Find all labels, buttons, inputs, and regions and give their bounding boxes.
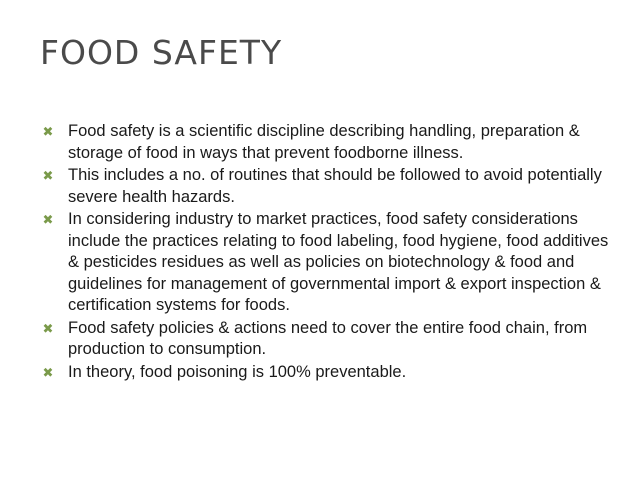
slide-title: FOOD SAFETY — [40, 33, 283, 72]
bullet-list — [40, 121, 610, 384]
bullet-text: Food safety policies & actions need to cover the entire food chain, from production to consumption. — [68, 318, 588, 358]
bullet-text: In theory, food poisoning is 100% preventable. — [68, 362, 407, 381]
list-item — [40, 318, 610, 361]
bullet-text: This includes a no. of routines that should be followed to avoid potentially severe health hazards. — [68, 166, 602, 206]
x-mark-icon: ✖ — [42, 212, 54, 227]
bullet-text: Food safety is a scientific discipline describing handling, preparation & storage of food in ways that prevent foodborne illness. — [68, 122, 580, 162]
list-item — [40, 362, 610, 384]
list-item — [40, 121, 610, 164]
x-mark-icon: ✖ — [42, 168, 54, 183]
x-mark-icon: ✖ — [42, 364, 54, 380]
list-item — [40, 209, 610, 317]
list-item — [40, 165, 610, 208]
bullet-text: In considering industry to market practices, food safety considerations include the practices relating to food labeling, food hygiene, food additives & pesticides residues as well as policies on biotechnology & food and guidelines for management of governmental import & export inspection & certification systems for foods. — [68, 210, 609, 314]
x-mark-icon: ✖ — [42, 124, 54, 139]
x-mark-icon: ✖ — [42, 320, 54, 336]
